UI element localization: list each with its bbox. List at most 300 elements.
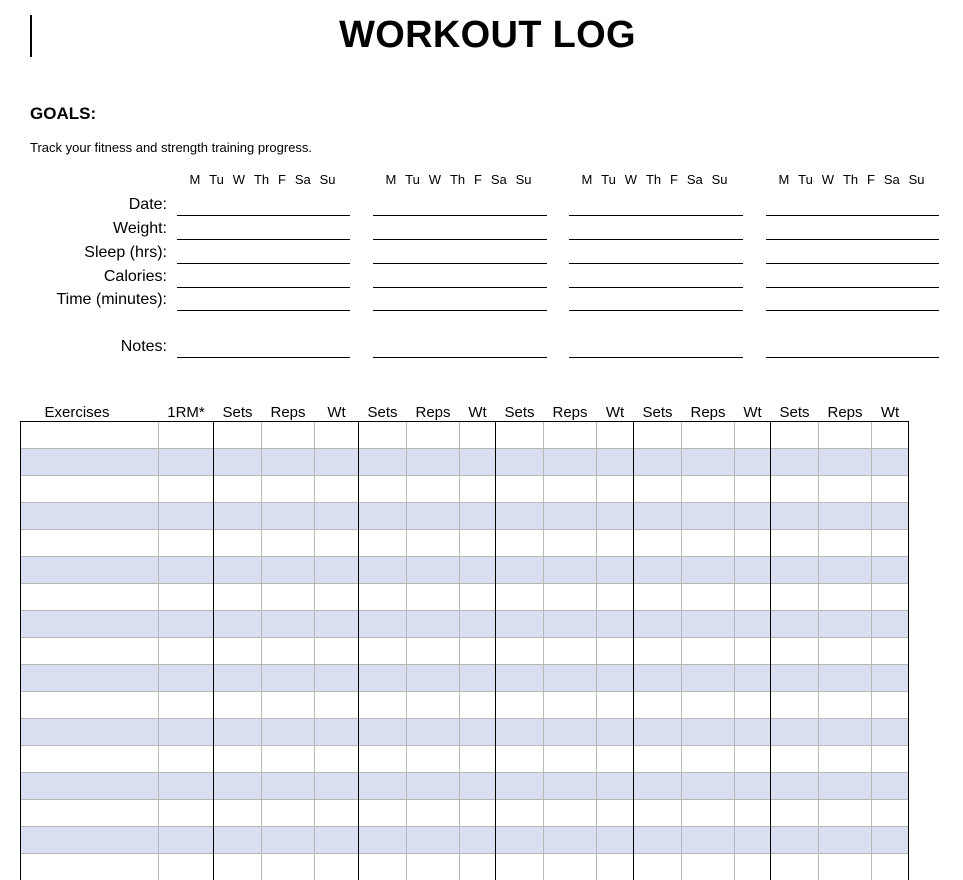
entry-cell[interactable] — [159, 665, 214, 692]
exercise-cell[interactable] — [21, 503, 159, 530]
entry-cell[interactable] — [872, 827, 909, 854]
entry-cell[interactable] — [597, 665, 634, 692]
calories-field-week-1[interactable] — [177, 287, 350, 288]
calories-field-week-2[interactable] — [373, 287, 547, 288]
notes-field-week-4[interactable] — [766, 357, 939, 358]
entry-cell[interactable] — [819, 584, 872, 611]
entry-cell[interactable] — [407, 719, 460, 746]
time-field-week-3[interactable] — [569, 310, 743, 311]
entry-cell[interactable] — [407, 800, 460, 827]
entry-cell[interactable] — [214, 422, 262, 449]
entry-cell[interactable] — [460, 800, 496, 827]
entry-cell[interactable] — [262, 692, 315, 719]
entry-cell[interactable] — [597, 854, 634, 880]
entry-cell[interactable] — [407, 611, 460, 638]
notes-field-week-1[interactable] — [177, 357, 350, 358]
entry-cell[interactable] — [872, 719, 909, 746]
entry-cell[interactable] — [460, 746, 496, 773]
entry-cell[interactable] — [315, 854, 359, 880]
entry-cell[interactable] — [407, 584, 460, 611]
entry-cell[interactable] — [315, 530, 359, 557]
entry-cell[interactable] — [359, 449, 407, 476]
entry-cell[interactable] — [544, 854, 597, 880]
entry-cell[interactable] — [496, 449, 544, 476]
entry-cell[interactable] — [682, 746, 735, 773]
exercise-cell[interactable] — [21, 611, 159, 638]
entry-cell[interactable] — [597, 800, 634, 827]
exercise-cell[interactable] — [21, 476, 159, 503]
entry-cell[interactable] — [407, 692, 460, 719]
entry-cell[interactable] — [872, 584, 909, 611]
entry-cell[interactable] — [735, 557, 771, 584]
calories-field-week-3[interactable] — [569, 287, 743, 288]
entry-cell[interactable] — [872, 800, 909, 827]
entry-cell[interactable] — [496, 476, 544, 503]
entry-cell[interactable] — [159, 584, 214, 611]
exercise-cell[interactable] — [21, 746, 159, 773]
entry-cell[interactable] — [407, 449, 460, 476]
entry-cell[interactable] — [496, 746, 544, 773]
entry-cell[interactable] — [359, 638, 407, 665]
entry-cell[interactable] — [496, 692, 544, 719]
exercise-cell[interactable] — [21, 530, 159, 557]
sleep-field-week-1[interactable] — [177, 263, 350, 264]
entry-cell[interactable] — [214, 584, 262, 611]
entry-cell[interactable] — [407, 827, 460, 854]
entry-cell[interactable] — [496, 584, 544, 611]
entry-cell[interactable] — [359, 422, 407, 449]
entry-cell[interactable] — [262, 503, 315, 530]
entry-cell[interactable] — [407, 476, 460, 503]
entry-cell[interactable] — [214, 530, 262, 557]
time-field-week-4[interactable] — [766, 310, 939, 311]
entry-cell[interactable] — [634, 773, 682, 800]
entry-cell[interactable] — [460, 827, 496, 854]
entry-cell[interactable] — [872, 557, 909, 584]
entry-cell[interactable] — [872, 665, 909, 692]
entry-cell[interactable] — [682, 773, 735, 800]
entry-cell[interactable] — [771, 638, 819, 665]
entry-cell[interactable] — [544, 746, 597, 773]
entry-cell[interactable] — [315, 449, 359, 476]
entry-cell[interactable] — [634, 827, 682, 854]
entry-cell[interactable] — [359, 827, 407, 854]
entry-cell[interactable] — [771, 692, 819, 719]
notes-field-week-3[interactable] — [569, 357, 743, 358]
entry-cell[interactable] — [315, 827, 359, 854]
date-field-week-1[interactable] — [177, 215, 350, 216]
entry-cell[interactable] — [214, 773, 262, 800]
weight-field-week-3[interactable] — [569, 239, 743, 240]
entry-cell[interactable] — [597, 503, 634, 530]
entry-cell[interactable] — [544, 530, 597, 557]
time-field-week-1[interactable] — [177, 310, 350, 311]
entry-cell[interactable] — [496, 530, 544, 557]
entry-cell[interactable] — [262, 611, 315, 638]
entry-cell[interactable] — [460, 422, 496, 449]
exercise-cell[interactable] — [21, 449, 159, 476]
entry-cell[interactable] — [315, 584, 359, 611]
entry-cell[interactable] — [819, 530, 872, 557]
entry-cell[interactable] — [407, 638, 460, 665]
entry-cell[interactable] — [634, 503, 682, 530]
entry-cell[interactable] — [214, 827, 262, 854]
entry-cell[interactable] — [735, 719, 771, 746]
entry-cell[interactable] — [682, 719, 735, 746]
exercise-cell[interactable] — [21, 638, 159, 665]
notes-field-week-2[interactable] — [373, 357, 547, 358]
calories-field-week-4[interactable] — [766, 287, 939, 288]
entry-cell[interactable] — [597, 719, 634, 746]
entry-cell[interactable] — [634, 584, 682, 611]
entry-cell[interactable] — [214, 638, 262, 665]
entry-cell[interactable] — [159, 692, 214, 719]
weight-field-week-1[interactable] — [177, 239, 350, 240]
entry-cell[interactable] — [597, 692, 634, 719]
entry-cell[interactable] — [819, 692, 872, 719]
entry-cell[interactable] — [214, 719, 262, 746]
entry-cell[interactable] — [771, 422, 819, 449]
entry-cell[interactable] — [544, 692, 597, 719]
entry-cell[interactable] — [634, 719, 682, 746]
exercise-cell[interactable] — [21, 692, 159, 719]
entry-cell[interactable] — [544, 773, 597, 800]
entry-cell[interactable] — [262, 800, 315, 827]
sleep-field-week-4[interactable] — [766, 263, 939, 264]
entry-cell[interactable] — [496, 611, 544, 638]
time-field-week-2[interactable] — [373, 310, 547, 311]
entry-cell[interactable] — [819, 422, 872, 449]
entry-cell[interactable] — [771, 584, 819, 611]
entry-cell[interactable] — [496, 665, 544, 692]
entry-cell[interactable] — [315, 611, 359, 638]
entry-cell[interactable] — [262, 584, 315, 611]
entry-cell[interactable] — [735, 827, 771, 854]
entry-cell[interactable] — [359, 665, 407, 692]
entry-cell[interactable] — [496, 638, 544, 665]
date-field-week-3[interactable] — [569, 215, 743, 216]
entry-cell[interactable] — [735, 854, 771, 880]
entry-cell[interactable] — [634, 422, 682, 449]
entry-cell[interactable] — [735, 800, 771, 827]
entry-cell[interactable] — [735, 449, 771, 476]
entry-cell[interactable] — [544, 638, 597, 665]
entry-cell[interactable] — [359, 773, 407, 800]
entry-cell[interactable] — [496, 827, 544, 854]
entry-cell[interactable] — [159, 476, 214, 503]
entry-cell[interactable] — [597, 476, 634, 503]
entry-cell[interactable] — [315, 746, 359, 773]
entry-cell[interactable] — [735, 773, 771, 800]
entry-cell[interactable] — [682, 503, 735, 530]
entry-cell[interactable] — [359, 746, 407, 773]
entry-cell[interactable] — [735, 422, 771, 449]
entry-cell[interactable] — [214, 746, 262, 773]
entry-cell[interactable] — [597, 746, 634, 773]
entry-cell[interactable] — [735, 503, 771, 530]
exercise-cell[interactable] — [21, 854, 159, 880]
entry-cell[interactable] — [682, 692, 735, 719]
entry-cell[interactable] — [682, 584, 735, 611]
entry-cell[interactable] — [634, 692, 682, 719]
entry-cell[interactable] — [872, 503, 909, 530]
entry-cell[interactable] — [315, 557, 359, 584]
entry-cell[interactable] — [682, 827, 735, 854]
entry-cell[interactable] — [359, 800, 407, 827]
entry-cell[interactable] — [872, 530, 909, 557]
entry-cell[interactable] — [359, 611, 407, 638]
entry-cell[interactable] — [544, 827, 597, 854]
entry-cell[interactable] — [819, 638, 872, 665]
entry-cell[interactable] — [544, 611, 597, 638]
entry-cell[interactable] — [460, 530, 496, 557]
entry-cell[interactable] — [735, 665, 771, 692]
entry-cell[interactable] — [460, 665, 496, 692]
entry-cell[interactable] — [407, 557, 460, 584]
entry-cell[interactable] — [872, 611, 909, 638]
entry-cell[interactable] — [735, 584, 771, 611]
entry-cell[interactable] — [634, 854, 682, 880]
entry-cell[interactable] — [544, 422, 597, 449]
entry-cell[interactable] — [214, 800, 262, 827]
entry-cell[interactable] — [771, 719, 819, 746]
date-field-week-4[interactable] — [766, 215, 939, 216]
entry-cell[interactable] — [460, 638, 496, 665]
entry-cell[interactable] — [872, 692, 909, 719]
exercise-cell[interactable] — [21, 800, 159, 827]
entry-cell[interactable] — [771, 773, 819, 800]
entry-cell[interactable] — [771, 800, 819, 827]
entry-cell[interactable] — [407, 773, 460, 800]
entry-cell[interactable] — [544, 584, 597, 611]
entry-cell[interactable] — [460, 773, 496, 800]
entry-cell[interactable] — [214, 611, 262, 638]
weight-field-week-4[interactable] — [766, 239, 939, 240]
entry-cell[interactable] — [315, 638, 359, 665]
entry-cell[interactable] — [544, 719, 597, 746]
entry-cell[interactable] — [597, 638, 634, 665]
entry-cell[interactable] — [634, 476, 682, 503]
entry-cell[interactable] — [496, 503, 544, 530]
entry-cell[interactable] — [359, 719, 407, 746]
entry-cell[interactable] — [819, 773, 872, 800]
entry-cell[interactable] — [159, 638, 214, 665]
entry-cell[interactable] — [460, 854, 496, 880]
entry-cell[interactable] — [634, 611, 682, 638]
entry-cell[interactable] — [634, 449, 682, 476]
entry-cell[interactable] — [214, 449, 262, 476]
entry-cell[interactable] — [159, 719, 214, 746]
entry-cell[interactable] — [359, 692, 407, 719]
entry-cell[interactable] — [214, 665, 262, 692]
entry-cell[interactable] — [262, 449, 315, 476]
entry-cell[interactable] — [496, 800, 544, 827]
entry-cell[interactable] — [496, 854, 544, 880]
entry-cell[interactable] — [597, 557, 634, 584]
entry-cell[interactable] — [460, 584, 496, 611]
entry-cell[interactable] — [735, 638, 771, 665]
entry-cell[interactable] — [214, 854, 262, 880]
entry-cell[interactable] — [597, 422, 634, 449]
entry-cell[interactable] — [315, 719, 359, 746]
entry-cell[interactable] — [682, 476, 735, 503]
entry-cell[interactable] — [872, 638, 909, 665]
entry-cell[interactable] — [872, 773, 909, 800]
entry-cell[interactable] — [359, 584, 407, 611]
entry-cell[interactable] — [819, 611, 872, 638]
entry-cell[interactable] — [407, 530, 460, 557]
entry-cell[interactable] — [819, 800, 872, 827]
entry-cell[interactable] — [262, 530, 315, 557]
entry-cell[interactable] — [634, 557, 682, 584]
entry-cell[interactable] — [597, 773, 634, 800]
entry-cell[interactable] — [819, 746, 872, 773]
entry-cell[interactable] — [872, 422, 909, 449]
entry-cell[interactable] — [315, 503, 359, 530]
sleep-field-week-2[interactable] — [373, 263, 547, 264]
entry-cell[interactable] — [735, 746, 771, 773]
entry-cell[interactable] — [597, 827, 634, 854]
entry-cell[interactable] — [460, 611, 496, 638]
entry-cell[interactable] — [262, 773, 315, 800]
entry-cell[interactable] — [315, 665, 359, 692]
entry-cell[interactable] — [544, 665, 597, 692]
entry-cell[interactable] — [771, 476, 819, 503]
entry-cell[interactable] — [819, 719, 872, 746]
exercise-cell[interactable] — [21, 557, 159, 584]
entry-cell[interactable] — [496, 557, 544, 584]
exercise-cell[interactable] — [21, 827, 159, 854]
entry-cell[interactable] — [496, 422, 544, 449]
entry-cell[interactable] — [544, 800, 597, 827]
entry-cell[interactable] — [597, 449, 634, 476]
weight-field-week-2[interactable] — [373, 239, 547, 240]
entry-cell[interactable] — [359, 854, 407, 880]
entry-cell[interactable] — [159, 854, 214, 880]
entry-cell[interactable] — [544, 503, 597, 530]
entry-cell[interactable] — [496, 719, 544, 746]
entry-cell[interactable] — [682, 557, 735, 584]
entry-cell[interactable] — [771, 530, 819, 557]
entry-cell[interactable] — [771, 854, 819, 880]
entry-cell[interactable] — [682, 665, 735, 692]
entry-cell[interactable] — [634, 638, 682, 665]
entry-cell[interactable] — [819, 503, 872, 530]
entry-cell[interactable] — [682, 638, 735, 665]
entry-cell[interactable] — [735, 611, 771, 638]
entry-cell[interactable] — [407, 503, 460, 530]
entry-cell[interactable] — [407, 746, 460, 773]
entry-cell[interactable] — [359, 557, 407, 584]
entry-cell[interactable] — [771, 827, 819, 854]
entry-cell[interactable] — [214, 476, 262, 503]
entry-cell[interactable] — [159, 422, 214, 449]
entry-cell[interactable] — [359, 476, 407, 503]
entry-cell[interactable] — [872, 746, 909, 773]
entry-cell[interactable] — [315, 773, 359, 800]
entry-cell[interactable] — [460, 476, 496, 503]
exercise-cell[interactable] — [21, 665, 159, 692]
entry-cell[interactable] — [634, 746, 682, 773]
entry-cell[interactable] — [460, 692, 496, 719]
entry-cell[interactable] — [407, 422, 460, 449]
entry-cell[interactable] — [735, 530, 771, 557]
entry-cell[interactable] — [597, 611, 634, 638]
entry-cell[interactable] — [262, 719, 315, 746]
date-field-week-2[interactable] — [373, 215, 547, 216]
entry-cell[interactable] — [544, 557, 597, 584]
entry-cell[interactable] — [544, 476, 597, 503]
entry-cell[interactable] — [159, 503, 214, 530]
entry-cell[interactable] — [315, 692, 359, 719]
entry-cell[interactable] — [872, 449, 909, 476]
entry-cell[interactable] — [359, 503, 407, 530]
entry-cell[interactable] — [771, 611, 819, 638]
entry-cell[interactable] — [262, 638, 315, 665]
entry-cell[interactable] — [159, 611, 214, 638]
entry-cell[interactable] — [315, 476, 359, 503]
entry-cell[interactable] — [407, 854, 460, 880]
entry-cell[interactable] — [460, 719, 496, 746]
exercise-cell[interactable] — [21, 584, 159, 611]
entry-cell[interactable] — [159, 827, 214, 854]
entry-cell[interactable] — [819, 854, 872, 880]
entry-cell[interactable] — [214, 503, 262, 530]
entry-cell[interactable] — [634, 665, 682, 692]
entry-cell[interactable] — [634, 800, 682, 827]
sleep-field-week-3[interactable] — [569, 263, 743, 264]
entry-cell[interactable] — [262, 476, 315, 503]
entry-cell[interactable] — [262, 854, 315, 880]
entry-cell[interactable] — [819, 449, 872, 476]
entry-cell[interactable] — [735, 476, 771, 503]
entry-cell[interactable] — [682, 800, 735, 827]
entry-cell[interactable] — [262, 827, 315, 854]
entry-cell[interactable] — [682, 854, 735, 880]
entry-cell[interactable] — [315, 800, 359, 827]
entry-cell[interactable] — [682, 449, 735, 476]
entry-cell[interactable] — [407, 665, 460, 692]
entry-cell[interactable] — [315, 422, 359, 449]
entry-cell[interactable] — [159, 449, 214, 476]
entry-cell[interactable] — [771, 557, 819, 584]
entry-cell[interactable] — [159, 746, 214, 773]
entry-cell[interactable] — [819, 827, 872, 854]
entry-cell[interactable] — [159, 530, 214, 557]
entry-cell[interactable] — [544, 449, 597, 476]
exercise-cell[interactable] — [21, 422, 159, 449]
entry-cell[interactable] — [682, 530, 735, 557]
entry-cell[interactable] — [597, 584, 634, 611]
entry-cell[interactable] — [262, 665, 315, 692]
entry-cell[interactable] — [262, 746, 315, 773]
entry-cell[interactable] — [359, 530, 407, 557]
entry-cell[interactable] — [771, 665, 819, 692]
exercise-cell[interactable] — [21, 773, 159, 800]
entry-cell[interactable] — [771, 503, 819, 530]
entry-cell[interactable] — [262, 557, 315, 584]
entry-cell[interactable] — [819, 665, 872, 692]
entry-cell[interactable] — [159, 773, 214, 800]
entry-cell[interactable] — [597, 530, 634, 557]
entry-cell[interactable] — [159, 557, 214, 584]
entry-cell[interactable] — [214, 557, 262, 584]
entry-cell[interactable] — [682, 422, 735, 449]
entry-cell[interactable] — [682, 611, 735, 638]
entry-cell[interactable] — [214, 692, 262, 719]
entry-cell[interactable] — [496, 773, 544, 800]
exercise-cell[interactable] — [21, 719, 159, 746]
